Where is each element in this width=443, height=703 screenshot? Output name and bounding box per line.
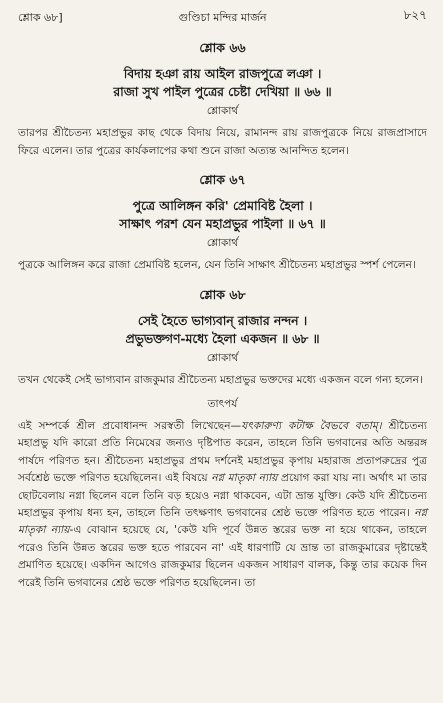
purport-term: নগ্ন মাতৃকা ন্যায় [211,472,278,485]
verse-line: রাজা সুখ পাইল পুত্রের চেষ্টা দেখিয়া ॥ ৬৬ ॥ [113,85,332,99]
verse-title: শ্লোক ৬৭ [199,172,246,187]
verse-line: বিদায় হঞা রায় আইল রাজপুত্রে লঞা । [123,67,322,81]
verse-line: সাক্ষাৎ পরশ যেন মহাপ্রভুর পাইলা ॥ ৬৭ ॥ [119,217,326,231]
verse-line: পুত্রে আলিঙ্গন করি' প্রেমাবিষ্ট হৈলা । [132,199,313,213]
purport-text [18,418,427,592]
verse-line: সেই হৈতে ভাগ্যবান্ রাজার নন্দন । [137,313,308,328]
purport-quote: যৎকারুণ্য কটাক্ষ বৈভবে বতাম্। [241,420,382,432]
header-verse-ref: শ্লোক ৬৮] [18,11,63,24]
purport-term: নগ্ন মাতৃকা ন্যায় [18,507,427,537]
verse-title: শ্লোক ৬৬ [199,40,246,55]
page-number: ৮২৭ [403,8,427,22]
translation-label: শ্লোকার্থ [206,351,239,364]
translation-label: শ্লোকার্থ [206,237,239,249]
translation-text: পুত্রকে আলিঙ্গন করে রাজা প্রেমাবিষ্ট হলেন, যেন তিনি সাক্ষাৎ শ্রীচৈতন্য মহাপ্রভুর স্পর্শ পেলেন। [18,259,416,271]
verse-66 [18,40,427,101]
purport-body: প্রয়োগ করা যায় না। অর্থাৎ মা তার ছোটবেলায় নগ্না ছিলেন বলে তিনি বড় হয়েও নগ্না থাকবেন, এটা ভ্রান্ত যুক্তি। কেউ যদি শ্রীচৈতন্য মহাপ্রভুর কৃপায় ধন্য হন, তাহলে তিনি তৎক্ষণাৎ ভগবানের শ্রেষ্ঠ ভক্তে পরিণত হতে পারেন। [18,472,427,520]
purport-body: শ্রীচৈতন্য মহাপ্রভু যদি কারো প্রতি নিমেষের জন্যও দৃষ্টিপাত করেন, তাহলে তিনি ভগবানের অতি অন্তরঙ্গ পার্ষদে পরিণত হন। শ্রীচৈতন্য মহাপ্রভুর প্রথম দর্শনেই মহাপ্রভুর কৃপায় মহারাজ প্রতাপরুদ্রের পুত্র সর্বশ্রেষ্ঠ ভক্তে পরিণত হয়েছিলেন। এই বিষয়ে [18,420,427,485]
purport-body: -এ বোঝান হয়েছে যে, 'কেউ যদি পূর্বে উন্নত স্তরের ভক্ত না হয়ে থাকেন, তাহলে পরেও তিনি উন্নত স্তরের ভক্ত হতে পারবেন না' এই ধারণাটি যে ভ্রান্ত তা রাজকুমারের দৃষ্টান্তেই প্রমাণিত হয়েছে। একদিন আগেও রাজকুমার ছিলেন একজন সাধারণ বালক, কিন্তু তার কয়েক দিন পরেই তিনি ভগবানের শ্রেষ্ঠ ভক্তে পরিণত হয়েছিলেন। তা [18,524,428,589]
page-header [18,0,427,26]
verse-line: প্রভুভক্তগণ-মধ্যে হৈলা একজন ॥ ৬৮ ॥ [125,331,320,346]
verse-title: শ্লোক ৬৮ [199,286,246,302]
translation-text: তারপর শ্রীচৈতন্য মহাপ্রভুর কাছ থেকে বিদায় নিয়ে, রামানন্দ রায় রাজপুত্রকে নিয়ে রাজপ্রাসাদে ফিরে এলেন। তার পুত্রের কার্যকলাপের কথা শুনে রাজা অত্যন্ত আনন্দিত হলেন। [18,127,427,157]
translation-text: তখন থেকেই সেই ভাগ্যবান রাজকুমার শ্রীচৈতন্য মহাপ্রভুর ভক্তদের মধ্যে একজন বলে গন্য হলেন। [18,373,423,386]
purport-label: তাৎপর্য [207,398,238,410]
verse-68 [18,287,427,348]
purport-intro: এই সম্পর্কে শ্রীল প্রবোধানন্দ সরস্বতী লিখেছেন— [18,420,242,432]
chapter-title: গুণ্ডিচা মন্দির মার্জন [178,11,267,24]
verse-67 [18,172,427,233]
translation-label: শ্লোকার্থ [206,105,239,117]
